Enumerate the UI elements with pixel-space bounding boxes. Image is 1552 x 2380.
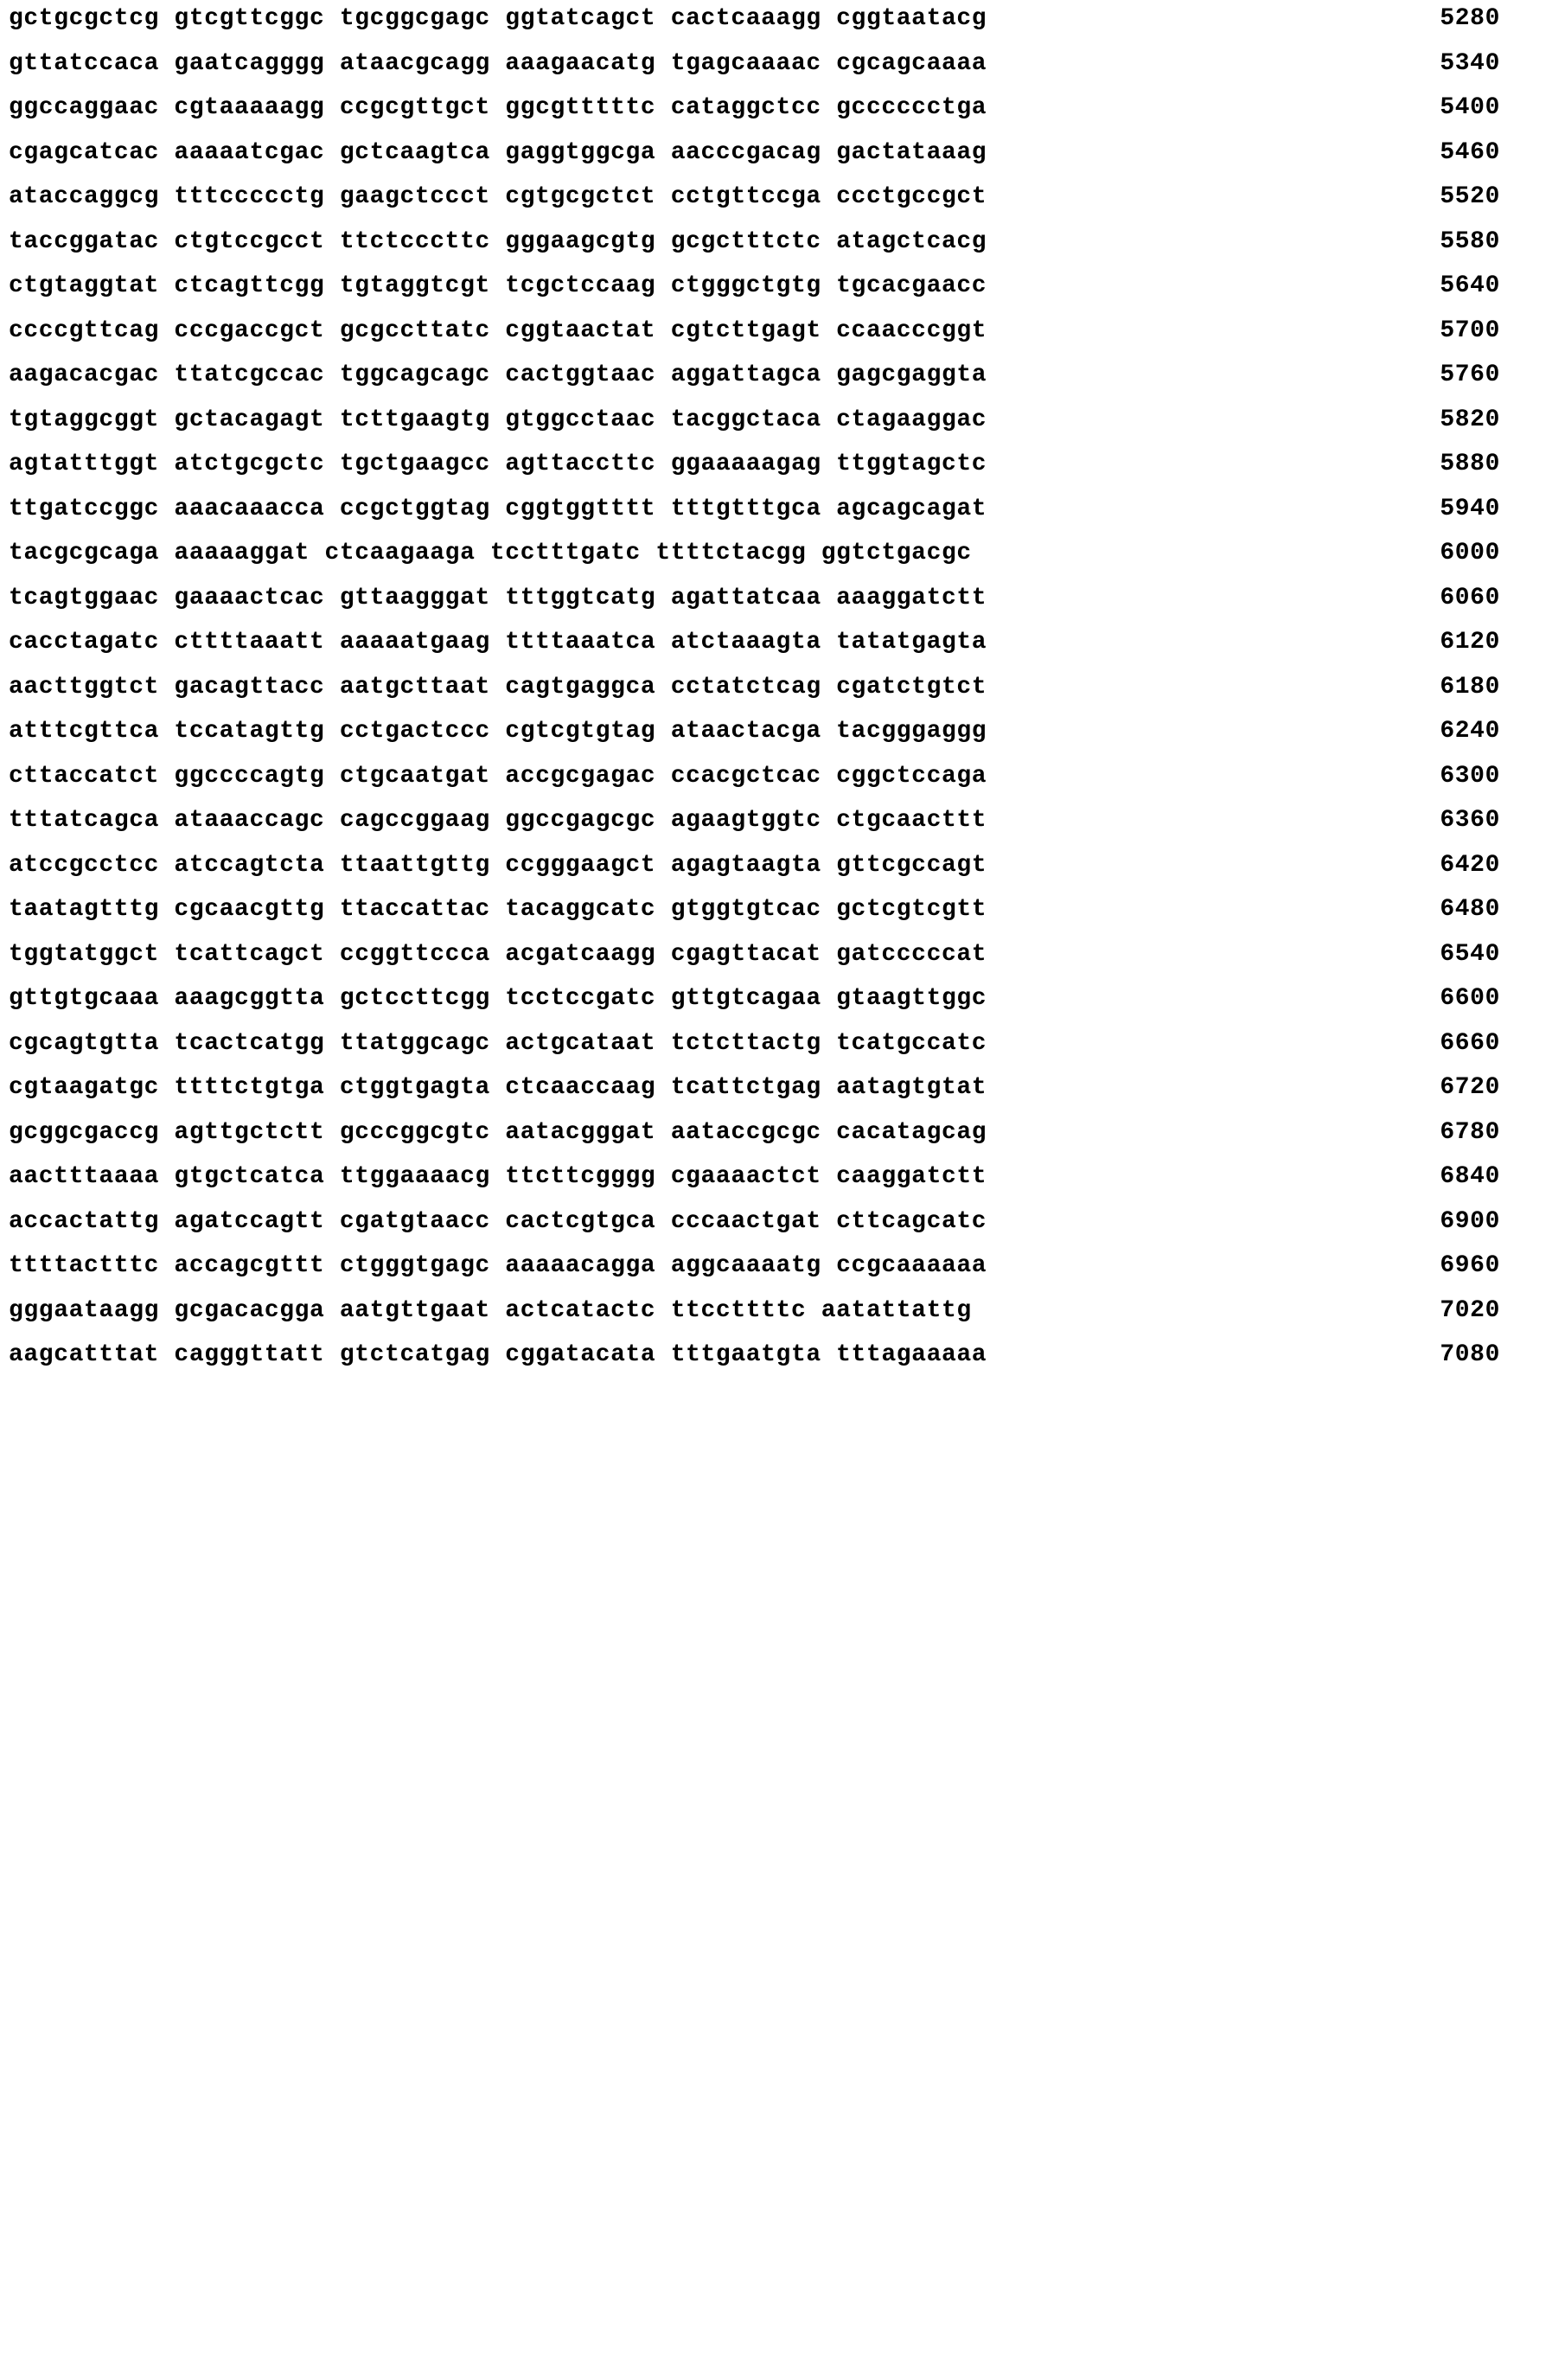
sequence-line <box>0 406 1552 451</box>
sequence-bases: agtatttggt atctgcgctc tgctgaagcc agttaccttc ggaaaaagag ttggtagctc <box>9 451 987 477</box>
sequence-bases: gttatccaca gaatcagggg ataacgcagg aaagaacatg tgagcaaaac cgcagcaaaa <box>9 49 987 77</box>
sequence-bases: cttaccatct ggccccagtg ctgcaatgat accgcgagac ccacgctcac cggctccaga <box>9 762 987 790</box>
sequence-position: 5820 <box>1440 406 1500 433</box>
sequence-position: 6240 <box>1440 718 1500 745</box>
sequence-position: 6720 <box>1440 1074 1500 1101</box>
sequence-line <box>0 1163 1552 1208</box>
sequence-line <box>0 807 1552 852</box>
sequence-line <box>0 496 1552 541</box>
sequence-position: 5940 <box>1440 495 1500 522</box>
sequence-position: 5340 <box>1440 49 1500 77</box>
sequence-position: 6420 <box>1440 851 1500 879</box>
sequence-bases: aagcatttat cagggttatt gtctcatgag cggatacata tttgaatgta tttagaaaaa <box>9 1341 987 1368</box>
sequence-line <box>0 1297 1552 1342</box>
sequence-position: 6840 <box>1440 1163 1500 1190</box>
sequence-bases: gggaataagg gcgacacgga aatgttgaat actcatactc ttccttttc aatattattg <box>9 1296 972 1324</box>
sequence-position: 6300 <box>1440 762 1500 790</box>
sequence-line <box>0 941 1552 986</box>
sequence-line <box>0 585 1552 630</box>
sequence-line <box>0 674 1552 719</box>
sequence-line <box>0 5 1552 50</box>
sequence-position: 6900 <box>1440 1207 1500 1235</box>
sequence-position: 6180 <box>1440 673 1500 701</box>
sequence-bases: aactttaaaa gtgctcatca ttggaaaacg ttcttcgggg cgaaaactct caaggatctt <box>9 1163 987 1190</box>
sequence-line <box>0 540 1552 585</box>
sequence-line <box>0 1074 1552 1119</box>
sequence-bases: ggccaggaac cgtaaaaagg ccgcgttgct ggcgtttttc cataggctcc gcccccctga <box>9 94 987 121</box>
sequence-position: 6960 <box>1440 1252 1500 1279</box>
sequence-line <box>0 629 1552 674</box>
sequence-bases: atttcgttca tccatagttg cctgactccc cgtcgtgtag ataactacga tacgggaggg <box>9 718 987 745</box>
sequence-line <box>0 763 1552 808</box>
sequence-line <box>0 50 1552 95</box>
sequence-position: 5520 <box>1440 183 1500 210</box>
sequence-position: 6060 <box>1440 584 1500 611</box>
sequence-bases: cgagcatcac aaaaatcgac gctcaagtca gaggtggcga aacccgacag gactataaag <box>9 138 987 166</box>
sequence-bases: ctgtaggtat ctcagttcgg tgtaggtcgt tcgctccaag ctgggctgtg tgcacgaacc <box>9 272 987 299</box>
sequence-bases: gcggcgaccg agttgctctt gcccggcgtc aatacgggat aataccgcgc cacatagcag <box>9 1118 987 1146</box>
sequence-bases: ttgatccggc aaacaaacca ccgctggtag cggtggtttt tttgtttgca agcagcagat <box>9 495 987 522</box>
sequence-position: 5580 <box>1440 227 1500 255</box>
sequence-bases: tggtatggct tcattcagct ccggttccca acgatcaagg cgagttacat gatcccccat <box>9 940 987 968</box>
sequence-bases: atccgcctcc atccagtcta ttaattgttg ccgggaagct agagtaagta gttcgccagt <box>9 851 987 879</box>
sequence-line <box>0 718 1552 763</box>
sequence-bases: cgcagtgtta tcactcatgg ttatggcagc actgcataat tctcttactg tcatgccatc <box>9 1029 987 1057</box>
sequence-bases: tacgcgcaga aaaaaggat ctcaagaaga tcctttgatc ttttctacgg ggtctgacgc <box>9 540 972 566</box>
sequence-position: 5700 <box>1440 317 1500 344</box>
sequence-bases: ttttactttc accagcgttt ctgggtgagc aaaaacagga aggcaaaatg ccgcaaaaaa <box>9 1252 987 1279</box>
sequence-position: 5460 <box>1440 138 1500 166</box>
sequence-bases: cacctagatc cttttaaatt aaaaatgaag ttttaaatca atctaaagta tatatgagta <box>9 629 987 656</box>
sequence-bases: aagacacgac ttatcgccac tggcagcagc cactggtaac aggattagca gagcgaggta <box>9 361 987 388</box>
sequence-position: 6540 <box>1440 940 1500 968</box>
sequence-position: 6000 <box>1440 540 1500 566</box>
sequence-line <box>0 896 1552 941</box>
sequence-position: 5280 <box>1440 5 1500 32</box>
sequence-bases: taatagtttg cgcaacgttg ttaccattac tacaggcatc gtggtgtcac gctcgtcgtt <box>9 896 987 923</box>
sequence-line <box>0 852 1552 897</box>
sequence-bases: tcagtggaac gaaaactcac gttaagggat tttggtcatg agattatcaa aaaggatctt <box>9 584 987 611</box>
sequence-line <box>0 1252 1552 1297</box>
sequence-line <box>0 139 1552 184</box>
sequence-line <box>0 985 1552 1030</box>
sequence-line <box>0 94 1552 139</box>
sequence-bases: ccccgttcag cccgaccgct gcgccttatc cggtaactat cgtcttgagt ccaacccggt <box>9 317 987 344</box>
sequence-bases: taccggatac ctgtccgcct ttctcccttc gggaagcgtg gcgctttctc atagctcacg <box>9 227 987 255</box>
sequence-line <box>0 1030 1552 1075</box>
sequence-position: 5880 <box>1440 451 1500 477</box>
sequence-bases: gctgcgctcg gtcgttcggc tgcggcgagc ggtatcagct cactcaaagg cggtaatacg <box>9 5 987 32</box>
sequence-position: 5640 <box>1440 272 1500 299</box>
sequence-bases: ataccaggcg tttccccctg gaagctccct cgtgcgctct cctgttccga ccctgccgct <box>9 183 987 210</box>
sequence-line <box>0 272 1552 317</box>
sequence-position: 6360 <box>1440 807 1500 834</box>
sequence-bases: accactattg agatccagtt cgatgtaacc cactcgtgca cccaactgat cttcagcatc <box>9 1207 987 1235</box>
sequence-bases: tgtaggcggt gctacagagt tcttgaagtg gtggcctaac tacggctaca ctagaaggac <box>9 406 987 433</box>
sequence-line <box>0 1119 1552 1164</box>
sequence-position: 6780 <box>1440 1118 1500 1146</box>
sequence-position: 5400 <box>1440 94 1500 121</box>
sequence-position: 6480 <box>1440 896 1500 923</box>
sequence-line <box>0 183 1552 228</box>
sequence-position: 7020 <box>1440 1296 1500 1324</box>
sequence-line <box>0 1208 1552 1253</box>
sequence-position: 6120 <box>1440 629 1500 656</box>
sequence-bases: tttatcagca ataaaccagc cagccggaag ggccgagcgc agaagtggtc ctgcaacttt <box>9 807 987 834</box>
sequence-line <box>0 361 1552 406</box>
sequence-line <box>0 451 1552 496</box>
sequence-bases: gttgtgcaaa aaagcggtta gctccttcgg tcctccgatc gttgtcagaa gtaagttggc <box>9 985 987 1012</box>
sequence-position: 5760 <box>1440 361 1500 388</box>
sequence-position: 6660 <box>1440 1029 1500 1057</box>
sequence-position: 6600 <box>1440 985 1500 1012</box>
sequence-bases: aacttggtct gacagttacc aatgcttaat cagtgaggca cctatctcag cgatctgtct <box>9 673 987 701</box>
sequence-line <box>0 317 1552 362</box>
sequence-position: 7080 <box>1440 1341 1500 1368</box>
sequence-line <box>0 228 1552 273</box>
sequence-bases: cgtaagatgc ttttctgtga ctggtgagta ctcaaccaag tcattctgag aatagtgtat <box>9 1074 987 1101</box>
sequence-line <box>0 1341 1552 1386</box>
